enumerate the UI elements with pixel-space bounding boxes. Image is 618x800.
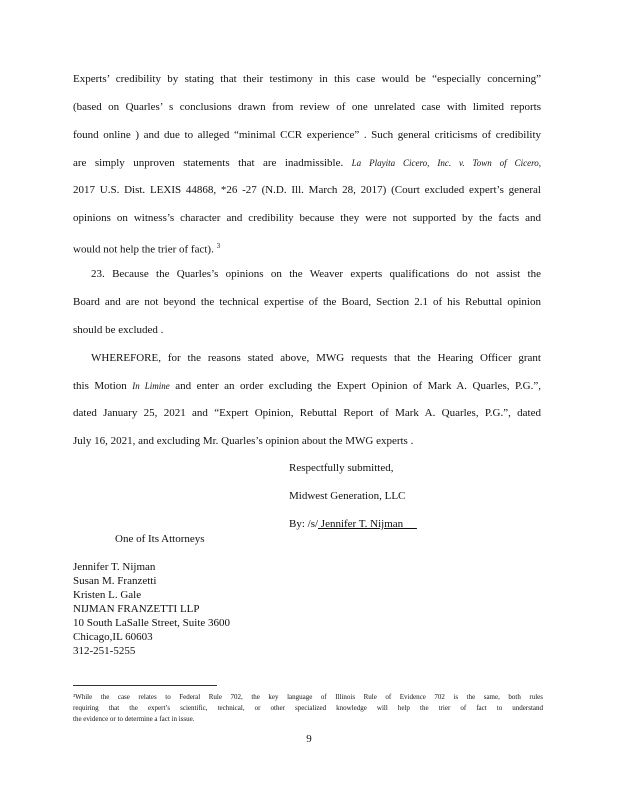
body-line: (based on Quarles’ s conclusions drawn from review of one unrelated case with limited reports xyxy=(73,101,541,113)
address-line: Susan M. Franzetti xyxy=(73,575,157,587)
signature-name: Jennifer T. Nijman xyxy=(318,518,417,530)
address-line: Chicago,IL 60603 xyxy=(73,631,153,643)
address-line: Kristen L. Gale xyxy=(73,589,142,601)
paragraph-23-line: Board and are not beyond the technical expertise of the Board, Section 2.1 of his Rebuttal opinion xyxy=(73,296,541,308)
page-number: 9 xyxy=(306,733,312,745)
case-citation-italic: La Playita Cicero, Inc. v. Town of Cicero, xyxy=(351,158,541,168)
wherefore-line: July 16, 2021, and excluding Mr. Quarles’s opinion about the MWG experts . xyxy=(73,435,414,447)
address-line: Jennifer T. Nijman xyxy=(73,561,156,573)
body-line: are simply unproven statements that are inadmissible. La Playita Cicero, Inc. v. Town of Cicero, xyxy=(73,157,541,169)
paragraph-23-line: should be excluded . xyxy=(73,324,164,336)
firm-name: Midwest Generation, LLC xyxy=(289,490,406,502)
address-line: 312-251-5255 xyxy=(73,645,136,657)
body-line: 2017 U.S. Dist. LEXIS 44868, *26 -27 (N.D. Ill. March 28, 2017) (Court excluded expert’s general xyxy=(73,184,541,196)
signature-line: By: /s/ Jennifer T. Nijman xyxy=(289,518,417,530)
body-line: opinions on witness’s character and credibility because they were not supported by the facts and xyxy=(73,212,541,224)
wherefore-line: this Motion In Limine and enter an order excluding the Expert Opinion of Mark A. Quarles, P.G.”, xyxy=(73,380,541,392)
footnote-line: ³While the case relates to Federal Rule 702, the key language of Illinois Rule of Evidence 702 is the same, both rules xyxy=(73,693,543,701)
footnote-line: the evidence or to determine a fact in issue. xyxy=(73,715,195,723)
wherefore-line: WHEREFORE, for the reasons stated above, MWG requests that the Hearing Officer grant xyxy=(91,352,541,364)
case-citation-italic: In Limine xyxy=(132,381,170,391)
body-line: would not help the trier of fact). $^3$ xyxy=(73,242,221,256)
footnote-line: requiring that the expert’s scientific, technical, or other specialized knowledge will help the trier of fact to understand xyxy=(73,704,543,712)
paragraph-23-line: 23. Because the Quarles’s opinions on the Weaver experts qualifications do not assist the xyxy=(91,268,541,280)
attorneys-label: One of Its Attorneys xyxy=(115,533,205,545)
address-line: NIJMAN FRANZETTI LLP xyxy=(73,603,200,615)
body-line: Experts’ credibility by stating that their testimony in this case would be “especially concerning” xyxy=(73,73,541,85)
footnote-rule xyxy=(73,685,217,686)
body-line: found online ) and due to alleged “minimal CCR experience” . Such general criticisms of credibility xyxy=(73,129,541,141)
wherefore-line: dated January 25, 2021 and “Expert Opinion, Rebuttal Report of Mark A. Quarles, P.G.”, dated xyxy=(73,407,541,419)
footnote-marker: 3 xyxy=(216,242,221,250)
address-line: 10 South LaSalle Street, Suite 3600 xyxy=(73,617,231,629)
closing-text: Respectfully submitted, xyxy=(289,462,394,474)
